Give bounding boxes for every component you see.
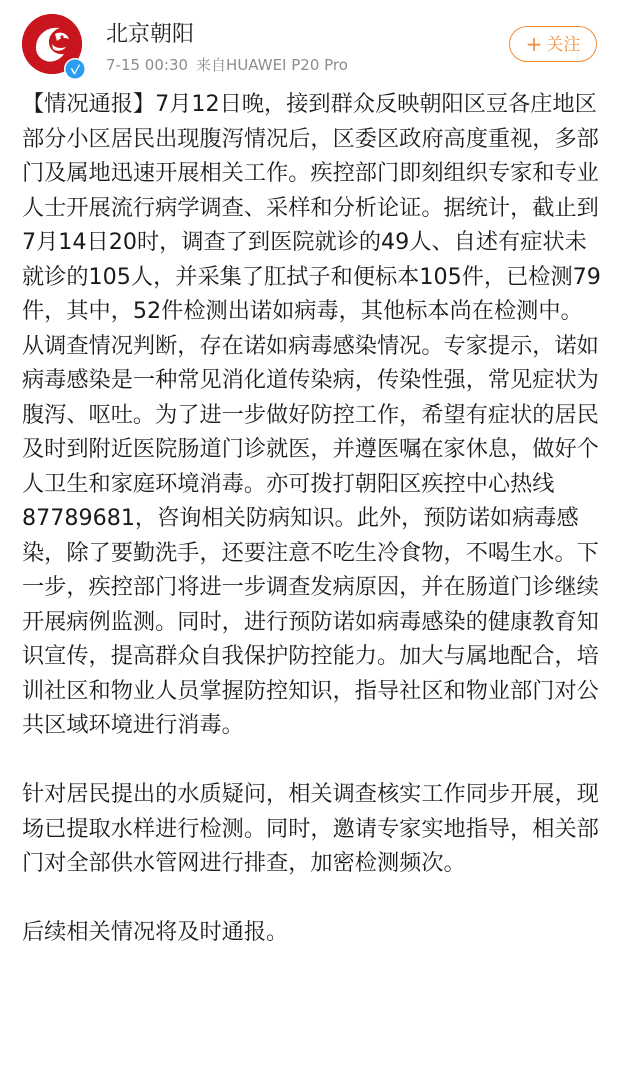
post-timestamp: 7-15 00:30 [106,56,189,74]
paragraph-spacer [22,881,602,916]
plus-icon: + [525,32,543,56]
follow-button-label: 关注 [546,35,581,55]
post-paragraph: 针对居民提出的水质疑问，相关调查核实工作同步开展，现场已提取水样进行检测。同时，邀请专家实地指导，相关部门对全部供水管网进行排查，加密检测频次。 [22,781,599,876]
post-paragraph: 后续相关情况将及时通报。 [22,919,289,945]
paragraph-spacer [22,743,602,778]
post-header [0,0,620,90]
post-source: 来自HUAWEI P20 Pro [196,56,348,74]
verified-badge-icon [64,58,86,80]
post-paragraph: 【情况通报】7月12日晚，接到群众反映朝阳区豆各庄地区部分小区居民出现腹泻情况后，区委区政府高度重视，多部门及属地迅速开展相关工作。疾控部门即刻组织专家和专业人士开展流行病学调查、采样和分析论证。据统计，截止到7月14日20时，调查了到医院就诊的49人、自述有症状未就诊的105人，并采集了肛拭子和便标本105件，已检测79件，其中，52件检测出诺如病毒，其他标本尚在检测中。从调查情况判断，存在诺如病毒感染情况。专家提示，诺如病毒感染是一种常见消化道传染病，传染性强，常见症状为腹泻、呕吐。为了进一步做好防控工作，希望有症状的居民及时到附近医院肠道门诊就医，并遵医嘱在家休息，做好个人卫生和家庭环境消毒。亦可拨打朝阳区疾控中心热线87789681，咨询相关防病知识。此外，预防诺如病毒感染，除了要勤洗手，还要注意不吃生冷食物，不喝生水。下一步，疾控部门将进一步调查发病原因，并在肠道门诊继续开展病例监测。同时，进行预防诺如病毒感染的健康教育知识宣传，提高群众自我保护防控能力。加大与属地配合，培训社区和物业人员掌握防控知识，指导社区和物业部门对公共区域环境进行消毒。 [22,91,601,738]
post-body [22,87,602,950]
account-name[interactable]: 北京朝阳 [106,22,195,47]
follow-button[interactable] [509,26,597,62]
post-meta [106,55,348,75]
